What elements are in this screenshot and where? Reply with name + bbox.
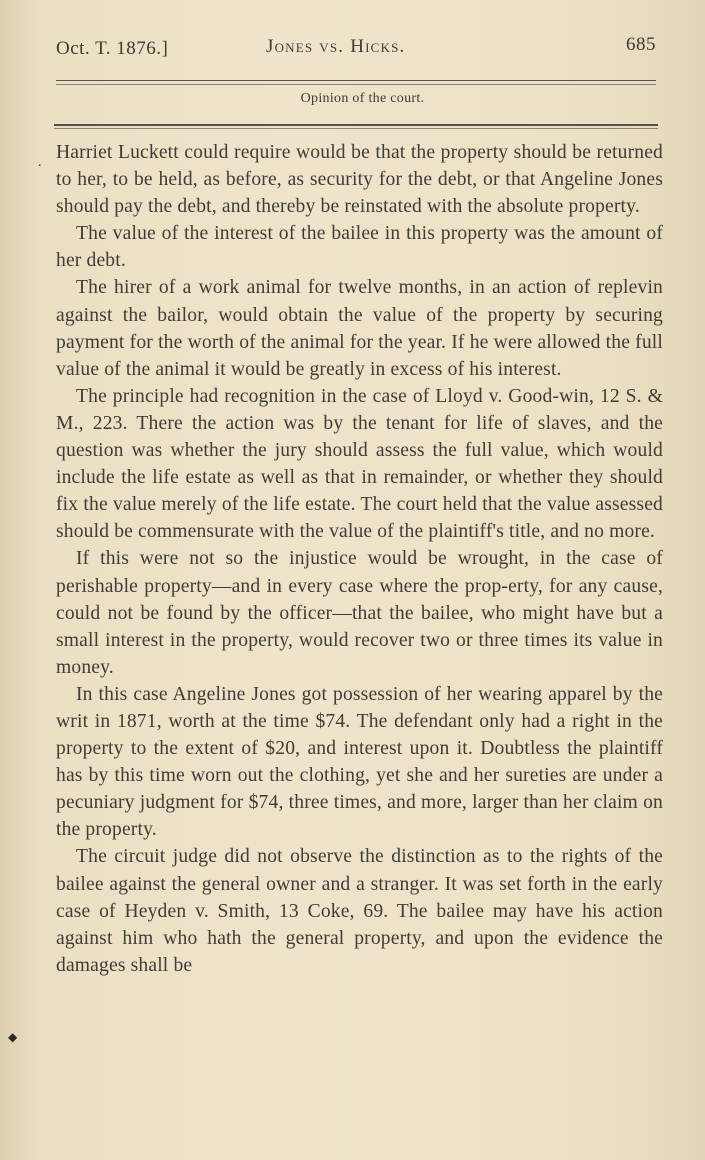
paragraph-2: The value of the interest of the bailee in this property was the amount of her debt.: [56, 223, 663, 272]
page-number: 685: [626, 34, 656, 55]
margin-bullet-bottom: ◆: [8, 1030, 18, 1044]
case-title: Jones vs. Hicks.: [266, 36, 406, 57]
subheading-rule: [54, 124, 658, 126]
paragraph-4: The principle had recognition in the case of Lloyd v. Good-win, 12 S. & M., 223. There the action was by the tenant for life of slaves, and the question was whether the jury should assess the full value, which would include the life estate as well as that in remainder, or whether they should fix the value merely of the life estate. The court held that the value assessed should be commensurate with the value of the plaintiff's title, and no more.: [56, 385, 663, 543]
header-rule-top: [56, 80, 656, 81]
term-citation: Oct. T. 1876.]: [56, 38, 169, 59]
running-header: [56, 34, 664, 66]
opinion-body: [56, 139, 663, 979]
header-rule-second: [56, 84, 656, 85]
paragraph-7: The circuit judge did not observe the distinction as to the rights of the bailee against the general owner and a stranger. It was set forth in the early case of Heyden v. Smith, 13 Coke, 69. The bailee may have his action against him who hath the general property, and upon the evidence the damages shall be: [56, 846, 663, 976]
paragraph-1: Harriet Luckett could require would be that the property should be returned to her, to be held, as before, as security for the debt, or that Angeline Jones should pay the debt, and thereby be reinstated with the absolute property.: [56, 142, 663, 218]
paragraph-6: In this case Angeline Jones got possession of her wearing apparel by the writ in 1871, worth at the time $74. The defendant only had a right in the property to the extent of $20, and interest upon it. Doubtless the plaintiff has by this time worn out the clothing, yet she and her sureties are under a pecuniary judgment for $74, three times, and more, larger than her claim on the property.: [56, 683, 663, 841]
paragraph-3: The hirer of a work animal for twelve months, in an action of replevin against the bailor, would obtain the value of the property by securing payment for the worth of the animal for the year. If he were allowed the full value of the animal it would be greatly in excess of his interest.: [56, 277, 663, 380]
paragraph-5: If this were not so the injustice would be wrought, in the case of perishable property—and in every case where the prop-erty, for any cause, could not be found by the officer—that the bailee, who might have but a small interest in the property, would recover two or three times its value in money.: [56, 548, 663, 678]
margin-dot-top: .: [38, 155, 42, 170]
section-subheading: Opinion of the court.: [300, 91, 425, 106]
subheading-rule-light: [54, 128, 658, 129]
